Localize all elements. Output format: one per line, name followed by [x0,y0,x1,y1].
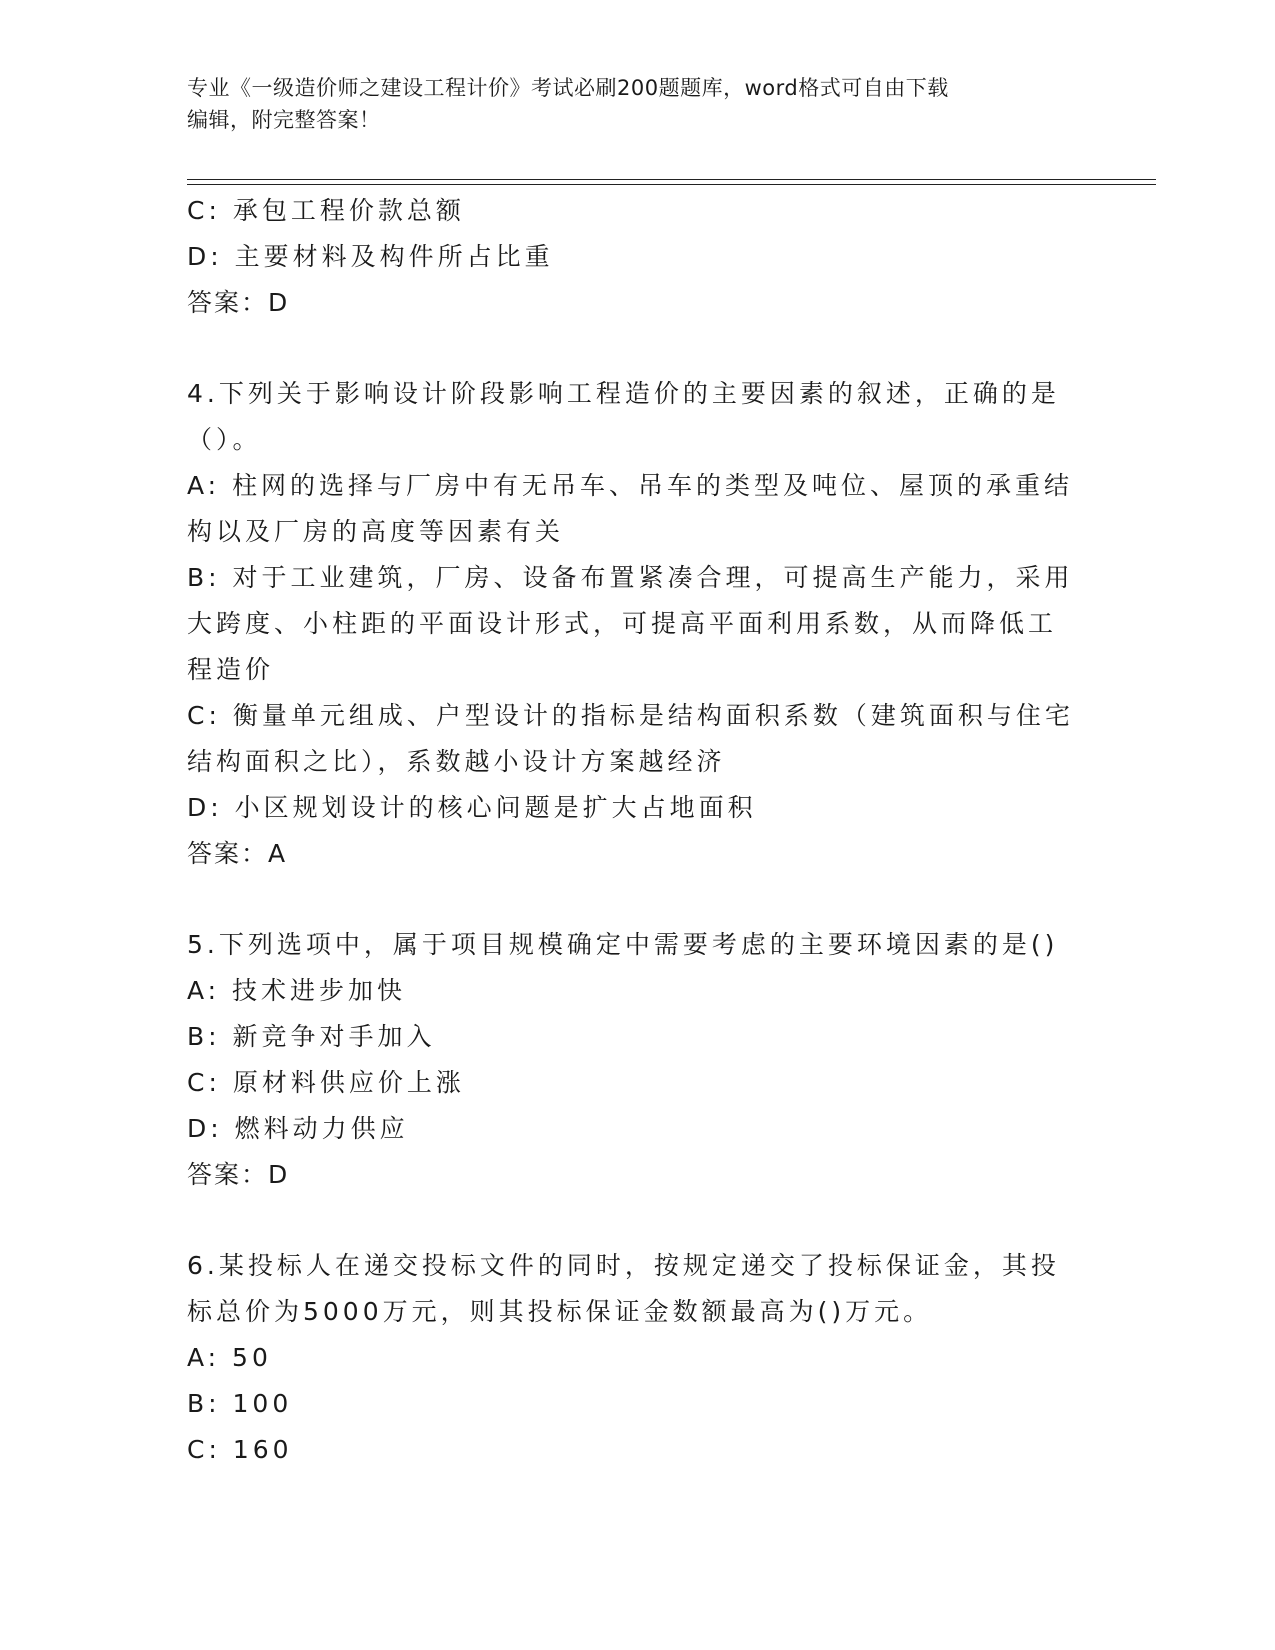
q6-stem-line-2: 标总价为5000万元，则其投标保证金数额最高为()万元。 [187,1297,933,1326]
q5-stem: 5.下列选项中，属于项目规模确定中需要考虑的主要环境因素的是() [187,930,1059,959]
question-3-tail [187,188,1067,326]
page-header [187,72,1087,136]
q6-option-a: A: 50 [187,1343,272,1372]
q6-option-b: B: 100 [187,1389,293,1418]
q6-option-c: C: 160 [187,1435,293,1464]
q6-stem-line-1: 6.某投标人在递交投标文件的同时，按规定递交了投标保证金，其投 [187,1251,1060,1280]
q4-option-a-line-1: A: 柱网的选择与厂房中有无吊车、吊车的类型及吨位、屋顶的承重结 [187,471,1074,500]
q5-option-c: C: 原材料供应价上涨 [187,1068,465,1097]
q4-option-b-line-1: B: 对于工业建筑，厂房、设备布置紧凑合理，可提高生产能力，采用 [187,563,1074,592]
question-4 [187,371,1074,877]
question-spacer [187,326,1067,371]
header-divider-bottom [187,184,1156,185]
header-divider-top [187,179,1156,180]
q5-answer: 答案：D [187,1160,290,1189]
header-title-line-1: 专业《一级造价师之建设工程计价》考试必刷200题题库，word格式可自由下载 [187,76,949,100]
header-title-line-2: 编辑，附完整答案！ [187,108,381,132]
q4-stem-line-1: 4.下列关于影响设计阶段影响工程造价的主要因素的叙述，正确的是 [187,379,1060,408]
question-spacer [187,1198,1067,1243]
q3-answer: 答案：D [187,288,290,317]
q4-option-a-line-2: 构以及厂房的高度等因素有关 [187,517,565,546]
q4-option-d: D: 小区规划设计的核心问题是扩大占地面积 [187,793,757,822]
q5-option-d: D: 燃料动力供应 [187,1114,409,1143]
q4-option-c-line-2: 结构面积之比），系数越小设计方案越经济 [187,747,726,776]
question-spacer [187,877,1067,922]
q4-option-b-line-2: 大跨度、小柱距的平面设计形式，可提高平面利用系数，从而降低工 [187,609,1058,638]
q5-option-a: A: 技术进步加快 [187,976,407,1005]
q4-option-c-line-1: C: 衡量单元组成、户型设计的指标是结构面积系数（建筑面积与住宅 [187,701,1074,730]
question-content [187,188,1074,1473]
question-5 [187,922,1067,1198]
q4-answer: 答案：A [187,839,288,868]
q3-option-d: D: 主要材料及构件所占比重 [187,242,554,271]
question-6 [187,1243,1067,1473]
q4-stem-line-2: （）。 [187,425,262,454]
q4-option-b-line-3: 程造价 [187,655,275,684]
q5-option-b: B: 新竞争对手加入 [187,1022,436,1051]
q3-option-c: C: 承包工程价款总额 [187,196,465,225]
